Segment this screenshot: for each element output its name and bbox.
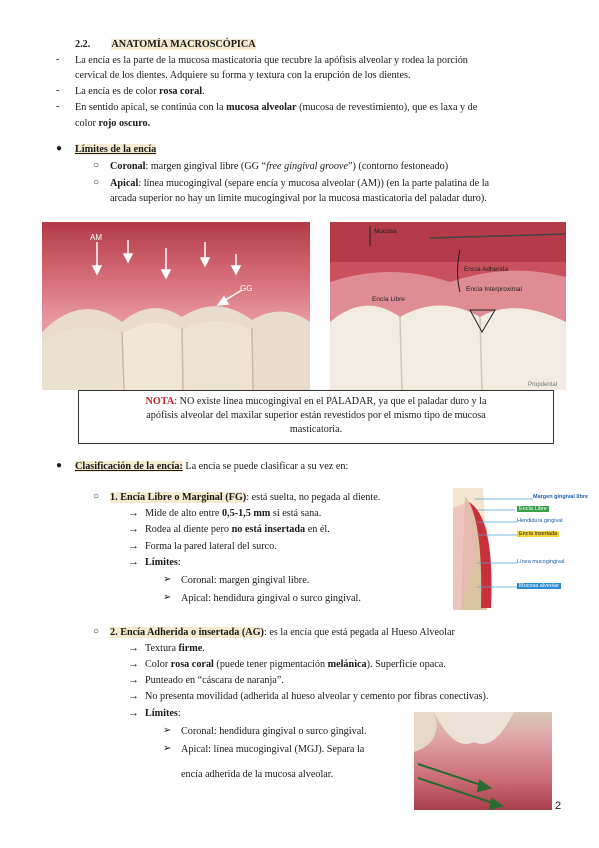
ag-item-2: Color rosa coral (puede tener pigmentación melánica). Superficie opaca. xyxy=(145,659,446,670)
note-line-3: masticatoria. xyxy=(289,424,343,435)
limits-title: Límites de la encía xyxy=(75,144,157,155)
intro-line-3: En sentido apical, se continúa con la mucosa alveolar (mucosa de revestimiento), que es laxa y de xyxy=(75,102,478,113)
label-gg: GG xyxy=(240,284,253,293)
gingiva-photo-bottom xyxy=(414,712,552,810)
limits-apical-line2: arcada superior no hay un límite mucogingival por la mucosa masticatoria del paladar duro). xyxy=(110,193,487,204)
ag-limits: Límites: xyxy=(145,708,181,719)
limits-coronal: Coronal: margen gingival libre (GG “free gingival groove”) (contorno festoneado) xyxy=(110,161,449,172)
fg-title-line: 1. Encía Libre o Marginal (FG): está suelta, no pegada al diente. xyxy=(110,492,381,503)
ag-item-3: Punteado en “cáscara de naranja”. xyxy=(145,675,284,686)
ag-item-1: Textura firme. xyxy=(145,643,205,654)
intro-line-1b: cervical de los dientes. Adquiere su forma y textura con la erupción de los dientes. xyxy=(75,70,411,81)
intro-line-3b: color rojo oscuro. xyxy=(75,118,151,129)
label-encia-adherida: Encía Adherida xyxy=(464,266,509,273)
gingiva-photo-right xyxy=(330,222,566,390)
ag-title-line: 2. Encía Adherida o insertada (AG): es la encía que está pegada al Hueso Alveolar xyxy=(110,627,455,638)
arrow-icon: → xyxy=(128,507,139,519)
arrow-icon: → xyxy=(128,642,139,654)
label-encia-interproximal: Encía Interproximal xyxy=(466,286,522,293)
ag-apical: Apical: línea mucogingival (MGJ). Separa la xyxy=(181,744,365,755)
fg-item-2: Rodea al diente pero no está insertada en él. xyxy=(145,524,330,535)
fg-limits: Límites: xyxy=(145,557,181,568)
label-brand: Propdental xyxy=(528,382,558,388)
triangle-bullet-icon: ➢ xyxy=(163,574,172,585)
note-box xyxy=(78,390,554,444)
section-title: ANATOMÍA MACROSCÓPICA xyxy=(111,39,256,50)
arrow-icon: → xyxy=(128,674,139,686)
dash-marker: - xyxy=(56,101,60,112)
diagram-label-4: Encía insertada xyxy=(519,531,558,537)
gingiva-photo-left xyxy=(42,222,310,390)
ag-coronal: Coronal: hendidura gingival o surco gingival. xyxy=(181,726,367,737)
bullet-dot: ● xyxy=(56,143,63,154)
fg-apical: Apical: hendidura gingival o surco gingival. xyxy=(181,593,361,604)
arrow-icon: → xyxy=(128,690,139,702)
triangle-bullet-icon: ➢ xyxy=(163,743,172,754)
ag-item-4: No presenta movilidad (adherida al hueso alveolar y cemento por fibras conectivas). xyxy=(145,691,489,702)
label-mucosa: Mucosa xyxy=(374,228,397,235)
fg-item-1: Mide de alto entre 0,5-1,5 mm si está sana. xyxy=(145,508,322,519)
limits-apical: Apical: línea mucogingival (separe encía y mucosa alveolar (AM)) (en la parte palatina de la xyxy=(110,178,490,189)
diagram-label-1: Margen gingival libre xyxy=(533,494,589,500)
intro-line-2: La encía es de color rosa coral. xyxy=(75,86,205,97)
diagram-label-2: Encía Libre xyxy=(519,506,547,512)
label-encia-libre: Encía Libre xyxy=(372,296,405,303)
fg-item-3: Forma la pared lateral del surco. xyxy=(145,541,277,552)
intro-line-1: La encía es la parte de la mucosa masticatoria que recubre la apófisis alveolar y rodea la porción xyxy=(75,55,468,66)
arrow-icon: → xyxy=(128,540,139,552)
note-line-1: NOTA: NO existe línea mucogingival en el PALADAR, ya que el paladar duro y la xyxy=(145,396,487,407)
triangle-bullet-icon: ➢ xyxy=(163,592,172,603)
page-number: 2 xyxy=(555,800,562,812)
arrow-icon: → xyxy=(128,523,139,535)
circle-bullet: ○ xyxy=(93,626,100,637)
circle-bullet: ○ xyxy=(93,160,100,171)
diagram-label-6: Mucosa alveolar xyxy=(519,583,560,589)
diagram-label-3: Hendidura gingival xyxy=(517,518,563,524)
note-line-2: apófisis alveolar del maxilar superior están revestidos por el mismo tipo de mucosa xyxy=(146,410,486,421)
arrow-icon: → xyxy=(128,658,139,670)
section-heading xyxy=(75,38,256,51)
classification-line: Clasificación de la encía: La encía se puede clasificar a su vez en: xyxy=(75,461,349,472)
label-am: AM xyxy=(90,233,102,242)
diagram-label-5: Línea mucogingival xyxy=(517,559,565,565)
arrow-icon: → xyxy=(128,707,139,719)
ag-apical-line2: encía adherida de la mucosa alveolar. xyxy=(181,769,334,780)
circle-bullet: ○ xyxy=(93,177,100,188)
dash-marker: - xyxy=(56,85,60,96)
fg-coronal: Coronal: margen gingival libre. xyxy=(181,575,310,586)
dash-marker: - xyxy=(56,54,60,65)
section-number: 2.2. xyxy=(75,39,91,50)
bullet-dot: ● xyxy=(56,460,63,471)
triangle-bullet-icon: ➢ xyxy=(163,725,172,736)
circle-bullet: ○ xyxy=(93,491,100,502)
gingiva-diagram xyxy=(447,488,595,610)
arrow-icon: → xyxy=(128,556,139,568)
